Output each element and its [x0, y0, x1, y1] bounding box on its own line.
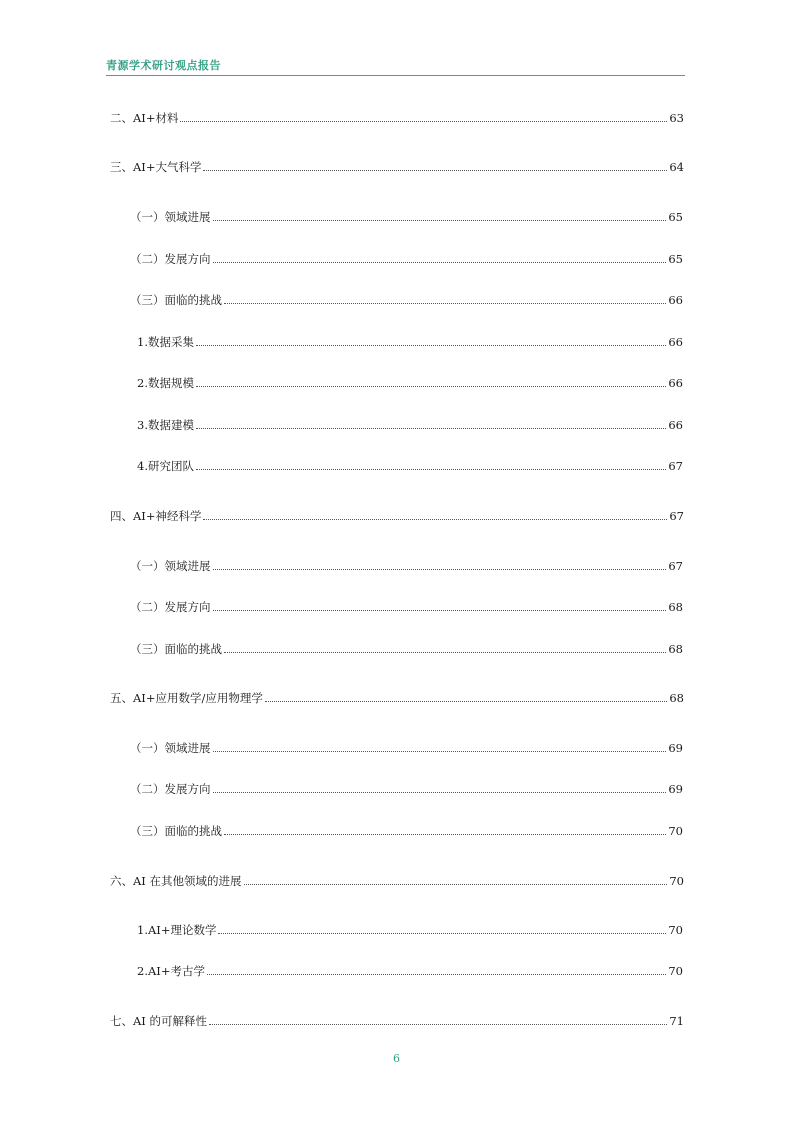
toc-entry-page: 68 [669, 691, 684, 705]
toc-entry[interactable] [110, 690, 684, 706]
toc-entry-label: （二）发展方向 [130, 600, 211, 614]
toc-entry-page: 66 [668, 376, 683, 390]
toc-leader-dots [224, 292, 666, 304]
toc-entry-page: 63 [669, 111, 684, 125]
toc-entry-label: 五、AI+应用数学/应用物理学 [110, 691, 263, 705]
toc-entry[interactable] [130, 292, 683, 308]
toc-entry-label: （三）面临的挑战 [130, 642, 222, 656]
toc-leader-dots [196, 375, 666, 387]
toc-entry[interactable] [130, 599, 683, 615]
toc-entry-page: 66 [668, 418, 683, 432]
toc-entry[interactable] [137, 922, 683, 938]
toc-entry-page: 70 [668, 923, 683, 937]
toc-entry[interactable] [137, 334, 683, 350]
toc-entry-page: 70 [668, 964, 683, 978]
toc-leader-dots [209, 1013, 667, 1025]
toc-entry-page: 66 [668, 335, 683, 349]
toc-leader-dots [213, 740, 667, 752]
toc-entry-label: （二）发展方向 [130, 252, 211, 266]
toc-entry-label: 六、AI 在其他领域的进展 [110, 874, 242, 888]
header-title: 青源学术研讨观点报告 [106, 59, 221, 72]
toc-entry[interactable] [110, 159, 684, 175]
toc-entry-label: 三、AI+大气科学 [110, 160, 202, 174]
toc-entry-label: 2.数据规模 [137, 376, 194, 390]
toc-entry-page: 70 [669, 874, 684, 888]
toc-entry-page: 66 [668, 293, 683, 307]
toc-leader-dots [196, 458, 666, 470]
toc-leader-dots [224, 823, 666, 835]
toc-entry-page: 65 [668, 252, 683, 266]
toc-leader-dots [203, 159, 667, 171]
toc-entry-label: 四、AI+神经科学 [110, 509, 202, 523]
toc-entry[interactable] [130, 209, 683, 225]
toc-entry-label: 二、AI+材料 [110, 111, 179, 125]
toc-leader-dots [244, 873, 668, 885]
toc-entry-page: 69 [668, 782, 683, 796]
toc-leader-dots [213, 251, 667, 263]
toc-entry-label: 2.AI+考古学 [137, 964, 205, 978]
toc-entry-label: 七、AI 的可解释性 [110, 1014, 208, 1028]
toc-entry-label: 4.研究团队 [137, 459, 194, 473]
toc-leader-dots [207, 963, 666, 975]
toc-entry[interactable] [110, 508, 684, 524]
toc-leader-dots [203, 508, 667, 520]
toc-entry-label: （一）领域进展 [130, 741, 211, 755]
toc-entry-label: 3.数据建模 [137, 418, 194, 432]
toc-entry[interactable] [110, 1013, 684, 1029]
toc-entry[interactable] [130, 558, 683, 574]
toc-entry[interactable] [110, 873, 684, 889]
toc-leader-dots [196, 334, 666, 346]
toc-entry[interactable] [137, 963, 683, 979]
toc-leader-dots [213, 599, 667, 611]
toc-entry-page: 67 [668, 459, 683, 473]
toc-entry-label: （三）面临的挑战 [130, 293, 222, 307]
toc-entry-page: 68 [668, 600, 683, 614]
toc-entry[interactable] [110, 110, 684, 126]
toc-entry-page: 71 [669, 1014, 684, 1028]
toc-leader-dots [196, 417, 666, 429]
toc-leader-dots [213, 781, 667, 793]
toc-entry[interactable] [130, 740, 683, 756]
page-number: 6 [393, 1052, 400, 1065]
toc-entry-label: 1.数据采集 [137, 335, 194, 349]
toc-leader-dots [213, 209, 667, 221]
toc-entry[interactable] [130, 251, 683, 267]
toc-entry-page: 67 [668, 559, 683, 573]
toc-entry-page: 68 [668, 642, 683, 656]
toc-entry-label: （一）领域进展 [130, 559, 211, 573]
toc-entry[interactable] [130, 641, 683, 657]
toc-entry-label: （三）面临的挑战 [130, 824, 222, 838]
toc-entry[interactable] [130, 781, 683, 797]
toc-leader-dots [218, 922, 666, 934]
toc-leader-dots [180, 110, 667, 122]
toc-entry[interactable] [130, 823, 683, 839]
toc-entry-page: 70 [668, 824, 683, 838]
toc-leader-dots [213, 558, 667, 570]
toc-leader-dots [265, 690, 668, 702]
toc-entry-page: 69 [668, 741, 683, 755]
toc-entry-page: 67 [669, 509, 684, 523]
toc-entry[interactable] [137, 458, 683, 474]
toc-entry[interactable] [137, 417, 683, 433]
toc-entry[interactable] [137, 375, 683, 391]
toc-leader-dots [224, 641, 666, 653]
toc-entry-label: （二）发展方向 [130, 782, 211, 796]
toc-entry-label: 1.AI+理论数学 [137, 923, 217, 937]
toc-entry-page: 64 [669, 160, 684, 174]
toc-entry-page: 65 [668, 210, 683, 224]
toc-entry-label: （一）领域进展 [130, 210, 211, 224]
